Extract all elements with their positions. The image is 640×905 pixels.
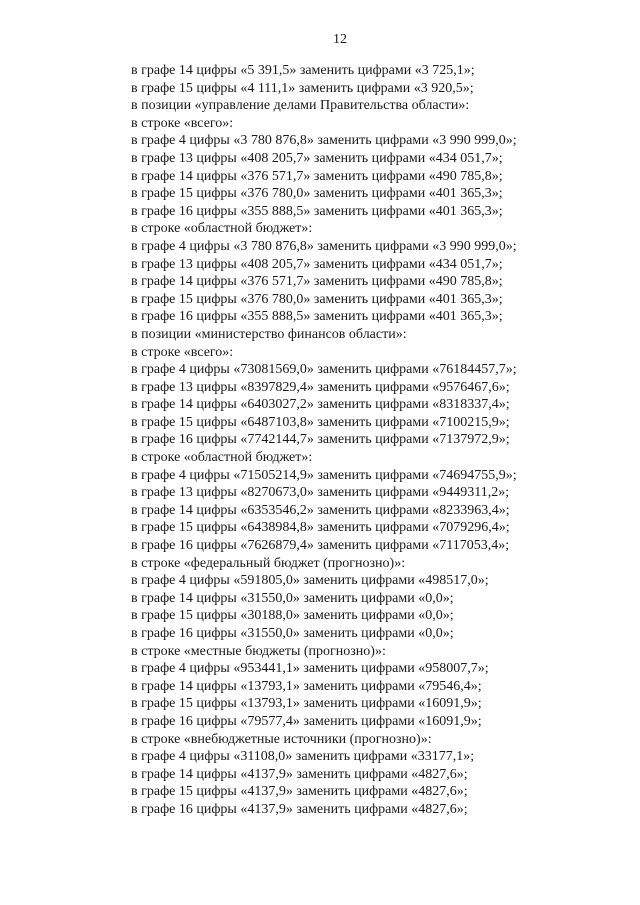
text-line: в графе 16 цифры «355 888,5» заменить цифрами «401 365,3»; bbox=[131, 309, 503, 325]
text-line: в графе 4 цифры «3 780 876,8» заменить цифрами «3 990 999,0»; bbox=[131, 238, 517, 254]
text-line: в строке «всего»: bbox=[131, 344, 234, 360]
text-line: в графе 13 цифры «8270673,0» заменить цифрами «9449311,2»; bbox=[131, 485, 510, 501]
document-body bbox=[131, 62, 611, 819]
text-line: в графе 15 цифры «4137,9» заменить цифрами «4827,6»; bbox=[131, 784, 468, 800]
text-line: в графе 15 цифры «6438984,8» заменить цифрами «7079296,4»; bbox=[131, 520, 510, 536]
text-line: в графе 14 цифры «376 571,7» заменить цифрами «490 785,8»; bbox=[131, 274, 503, 290]
text-line: в графе 13 цифры «8397829,4» заменить цифрами «9576467,6»; bbox=[131, 379, 510, 395]
text-line: в графе 16 цифры «79577,4» заменить цифрами «16091,9»; bbox=[131, 713, 482, 729]
text-line: в позиции «министерство финансов области»: bbox=[131, 326, 407, 342]
text-line: в строке «областной бюджет»: bbox=[131, 221, 313, 237]
text-line: в графе 16 цифры «7626879,4» заменить цифрами «7117053,4»; bbox=[131, 538, 510, 554]
text-line: в строке «федеральный бюджет (прогнозно)»: bbox=[131, 555, 406, 571]
text-line: в графе 4 цифры «953441,1» заменить цифрами «958007,7»; bbox=[131, 661, 489, 677]
text-line: в графе 16 цифры «4137,9» заменить цифрами «4827,6»; bbox=[131, 801, 468, 817]
text-line: в графе 15 цифры «376 780,0» заменить цифрами «401 365,3»; bbox=[131, 291, 503, 307]
text-line: в графе 16 цифры «31550,0» заменить цифрами «0,0»; bbox=[131, 626, 454, 641]
text-line: в графе 15 цифры «4 111,1» заменить цифрами «3 920,5»; bbox=[131, 80, 474, 96]
text-line: в графе 13 цифры «408 205,7» заменить цифрами «434 051,7»; bbox=[131, 256, 503, 272]
text-line: в графе 14 цифры «5 391,5» заменить цифрами «3 725,1»; bbox=[131, 63, 475, 78]
text-line: в графе 4 цифры «31108,0» заменить цифрами «33177,1»; bbox=[131, 749, 475, 765]
text-line: в графе 14 цифры «13793,1» заменить цифрами «79546,4»; bbox=[131, 678, 482, 694]
text-line: в графе 15 цифры «13793,1» заменить цифрами «16091,9»; bbox=[131, 696, 482, 712]
text-line: в графе 14 цифры «6353546,2» заменить цифрами «8233963,4»; bbox=[131, 502, 510, 518]
text-line: в графе 14 цифры «376 571,7» заменить цифрами «490 785,8»; bbox=[131, 168, 503, 184]
text-line: в графе 15 цифры «30188,0» заменить цифрами «0,0»; bbox=[131, 608, 454, 624]
text-line: в графе 14 цифры «4137,9» заменить цифрами «4827,6»; bbox=[131, 766, 468, 782]
text-line: в графе 4 цифры «71505214,9» заменить цифрами «74694755,9»; bbox=[131, 467, 517, 483]
text-line: в графе 15 цифры «6487103,8» заменить цифрами «7100215,9»; bbox=[131, 414, 510, 430]
text-line: в графе 16 цифры «355 888,5» заменить цифрами «401 365,3»; bbox=[131, 203, 503, 219]
text-line: в графе 14 цифры «6403027,2» заменить цифрами «8318337,4»; bbox=[131, 397, 510, 413]
text-line: в строке «всего»: bbox=[131, 115, 234, 131]
text-line: в графе 15 цифры «376 780,0» заменить цифрами «401 365,3»; bbox=[131, 186, 503, 202]
text-line: в позиции «управление делами Правительства области»: bbox=[131, 98, 470, 114]
text-line: в графе 4 цифры «3 780 876,8» заменить цифрами «3 990 999,0»; bbox=[131, 133, 517, 149]
text-line: в графе 4 цифры «73081569,0» заменить цифрами «76184457,7»; bbox=[131, 362, 517, 378]
text-line: в строке «местные бюджеты (прогнозно)»: bbox=[131, 643, 386, 659]
text-line: в графе 16 цифры «7742144,7» заменить цифрами «7137972,9»; bbox=[131, 432, 510, 448]
text-line: в графе 14 цифры «31550,0» заменить цифрами «0,0»; bbox=[131, 590, 454, 606]
text-line: в строке «внебюджетные источники (прогнозно)»: bbox=[131, 731, 432, 747]
page-number: 12 bbox=[333, 32, 347, 47]
text-line: в графе 13 цифры «408 205,7» заменить цифрами «434 051,7»; bbox=[131, 150, 503, 166]
text-line: в строке «областной бюджет»: bbox=[131, 450, 313, 466]
text-line: в графе 4 цифры «591805,0» заменить цифрами «498517,0»; bbox=[131, 573, 489, 589]
